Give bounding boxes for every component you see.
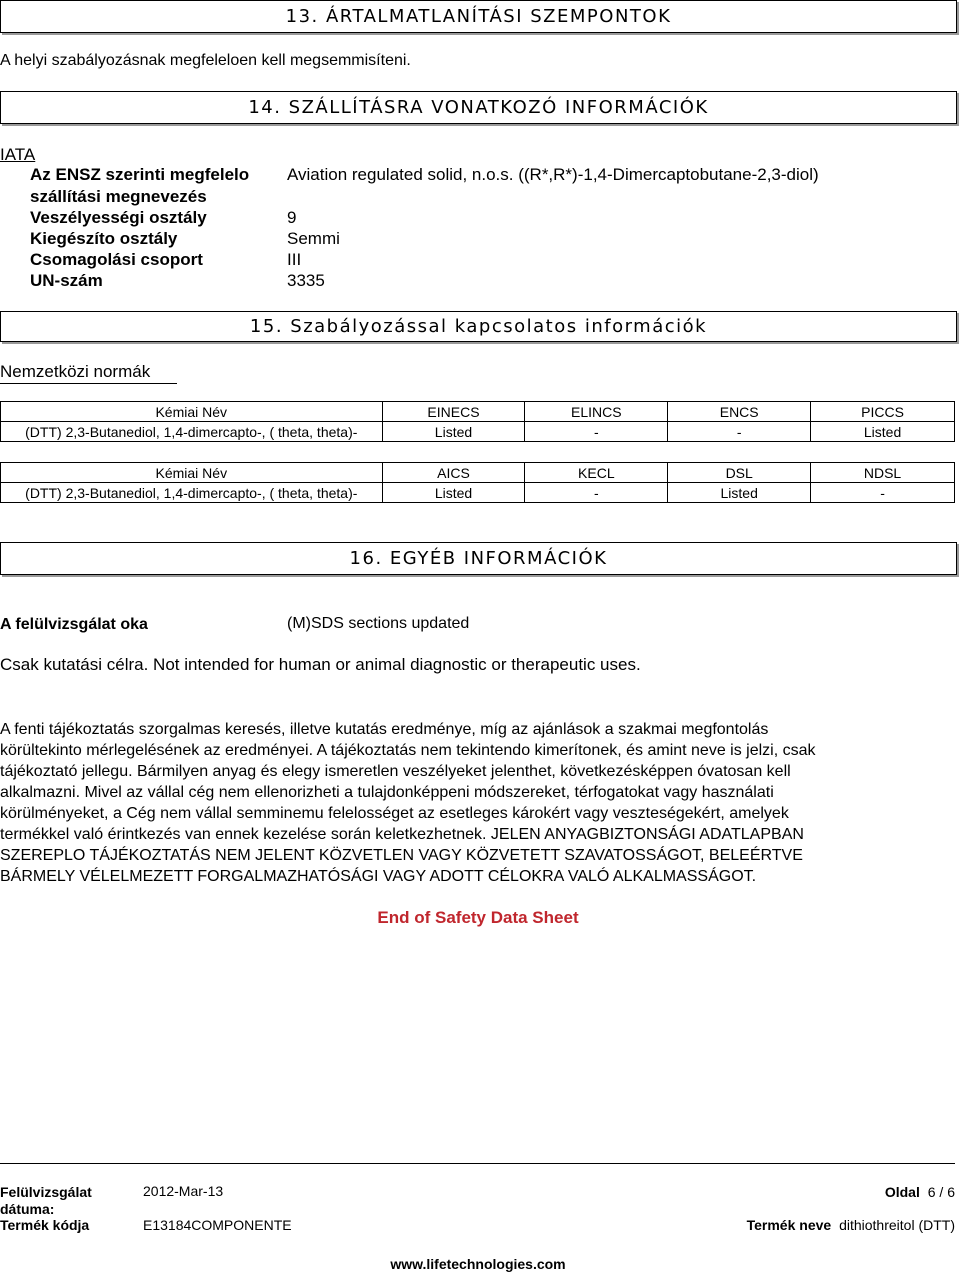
product-name-label: Termék neve xyxy=(746,1217,832,1233)
end-of-sds-text: End of Safety Data Sheet xyxy=(377,908,579,927)
column-header: AICS xyxy=(382,463,525,483)
column-header: EINECS xyxy=(382,402,525,422)
disclaimer-line: körülményeket, a Cég nem vállal semminemu felelosséget az esetleges károkért vagy veszteségekért, amelyek xyxy=(0,805,789,822)
section-14-header xyxy=(0,91,957,124)
disclaimer-line: alkalmazni. Mivel az vállal cég nem ellenorizheti a tulajdonképpeni módszereket, térfogatokat vagy használati xyxy=(0,784,774,801)
column-header: Kémiai Név xyxy=(1,463,383,483)
revision-date-label-line2: dátuma: xyxy=(0,1201,55,1217)
disclaimer-line: A fenti tájékoztatás szorgalmas keresés, illetve kutatás eredménye, míg az ajánlások a szakmai megfontolás xyxy=(0,721,769,738)
revision-date-value: 2012-Mar-13 xyxy=(143,1183,224,1199)
column-header: Kémiai Név xyxy=(1,402,383,422)
section-16-title: 16. EGYÉB INFORMÁCIÓK xyxy=(349,548,608,569)
page-label: Oldal xyxy=(884,1184,920,1200)
international-norms-text: Nemzetközi normák xyxy=(0,362,151,381)
inventory-table-2 xyxy=(0,462,955,503)
research-use-note: Csak kutatási célra. Not intended for human or animal diagnostic or therapeutic uses. xyxy=(0,655,641,674)
transport-value-hazard-class: 9 xyxy=(287,208,297,227)
table-row xyxy=(1,422,955,442)
table-cell: - xyxy=(811,483,955,503)
table-cell: Listed xyxy=(668,483,811,503)
product-name-value: dithiothreitol (DTT) xyxy=(839,1217,955,1233)
transport-label-un-name: Az ENSZ szerinti megfelelo xyxy=(30,165,250,184)
disclaimer-line: tájékoztató jellegu. Bármilyen anyag és elegy ismeretlen veszélyeket jelenthet, következésképpen óvatosan kell xyxy=(0,763,791,780)
disclaimer-line: BÁRMELY VÉLELMEZETT FORGALMAZHATÓSÁGI VAGY ADOTT CÉLOKRA VALÓ ALKALMASSÁGOT. xyxy=(0,868,757,885)
product-code-label: Termék kódja xyxy=(0,1217,90,1233)
review-reason-value: (M)SDS sections updated xyxy=(287,615,470,632)
table-cell: Listed xyxy=(382,422,525,442)
transport-label-shipping-name: szállítási megnevezés xyxy=(30,187,207,206)
table-cell: Listed xyxy=(811,422,955,442)
disclaimer-line: körültekinto mérlegelésének az eredményei. A tájékoztatás nem tekintendo kimerítonek, és amint neve is jelzi, csak xyxy=(0,742,816,759)
transport-label-subsidiary-class: Kiegészíto osztály xyxy=(30,229,178,248)
website-link[interactable]: www.lifetechnologies.com xyxy=(390,1256,566,1272)
revision-date-label xyxy=(0,1184,92,1218)
table-header-row xyxy=(1,402,955,422)
disposal-text: A helyi szabályozásnak megfeleloen kell megsemmisíteni. xyxy=(0,52,411,69)
column-header: KECL xyxy=(525,463,668,483)
inventory-table-1 xyxy=(0,401,955,442)
table-cell: - xyxy=(525,422,668,442)
disclaimer-line: SZEREPLO TÁJÉKOZTATÁS NEM JELENT KÖZVETLEN VAGY KÖZVETETT SZAVATOSSÁGOT, BELEÉRTVE xyxy=(0,847,803,864)
transport-label-hazard-class: Veszélyességi osztály xyxy=(30,208,207,227)
column-header: ENCS xyxy=(668,402,811,422)
section-13-title: 13. ÁRTALMATLANÍTÁSI SZEMPONTOK xyxy=(285,6,672,27)
product-code-value: E13184COMPONENTE xyxy=(143,1217,292,1233)
table-cell: (DTT) 2,3-Butanediol, 1,4-dimercapto-, ( theta, theta)- xyxy=(1,483,383,503)
table-cell: (DTT) 2,3-Butanediol, 1,4-dimercapto-, ( theta, theta)- xyxy=(1,422,383,442)
column-header: NDSL xyxy=(811,463,955,483)
column-header: PICCS xyxy=(811,402,955,422)
transport-label-un-number: UN-szám xyxy=(30,271,103,290)
transport-value-un-name: Aviation regulated solid, n.o.s. ((R*,R*)-1,4-Dimercaptobutane-2,3-diol) xyxy=(287,165,819,184)
disclaimer-line: termékkel való érintkezés van ennek kezelése során keletkezhetnek. JELEN ANYAGBIZTONSÁGI ADATLAPBAN xyxy=(0,826,804,843)
table-cell: Listed xyxy=(382,483,525,503)
transport-value-subsidiary-class: Semmi xyxy=(287,229,340,248)
column-header: ELINCS xyxy=(525,402,668,422)
iata-label: IATA xyxy=(0,145,36,164)
disclaimer xyxy=(0,719,960,887)
transport-label-packing-group: Csomagolási csoport xyxy=(30,250,203,269)
table-row xyxy=(1,483,955,503)
section-15-title: 15. Szabályozással kapcsolatos információk xyxy=(249,316,708,337)
column-header: DSL xyxy=(668,463,811,483)
section-13-header xyxy=(0,0,957,33)
page-value: 6 / 6 xyxy=(927,1184,955,1200)
international-norms-label xyxy=(0,362,177,384)
section-14-title: 14. SZÁLLÍTÁSRA VONATKOZÓ INFORMÁCIÓK xyxy=(248,97,709,118)
table-header-row xyxy=(1,463,955,483)
table-cell: - xyxy=(668,422,811,442)
section-16-header xyxy=(0,542,957,575)
table-cell: - xyxy=(525,483,668,503)
footer-divider xyxy=(0,1163,955,1164)
section-15-header xyxy=(0,311,957,342)
revision-date-label-line1: Felülvizsgálat xyxy=(0,1184,92,1200)
transport-value-packing-group: III xyxy=(287,250,302,269)
product-name xyxy=(747,1217,955,1233)
review-reason-label: A felülvizsgálat oka xyxy=(0,616,148,633)
transport-value-un-number: 3335 xyxy=(287,271,325,290)
page-number xyxy=(885,1184,955,1200)
